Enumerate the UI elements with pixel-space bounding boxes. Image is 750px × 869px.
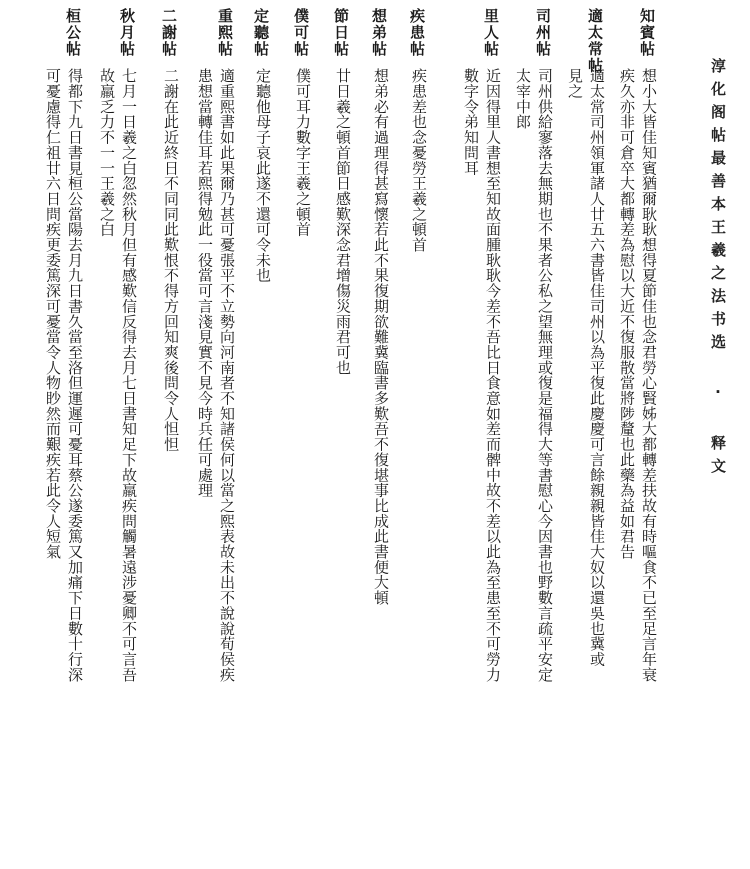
letter-erxie — [156, 0, 182, 869]
letter-body — [508, 68, 556, 868]
letter-body — [328, 68, 354, 868]
body-line: 數字令弟知問耳 — [462, 68, 480, 176]
body-line: 司州供給寥落去無期也不果者公私之望無理或復是福得大等書慰心今因書也野數言疏平安定 — [536, 68, 554, 682]
letter-title: 知賓帖 — [638, 8, 656, 58]
letter-body — [366, 68, 392, 868]
letter-title: 司州帖 — [534, 8, 552, 58]
body-line: 想弟必有過理得甚寫懷若此不果復期欲難冀臨書多歎吾不復堪事比成此書便大頓 — [372, 68, 390, 606]
letter-huangong — [38, 0, 86, 869]
letter-title: 桓公帖 — [64, 8, 82, 58]
letter-dingting — [248, 0, 274, 869]
body-line: 患想當轉佳耳若熙得勉此一役當可言淺見實不見今時兵任可處理 — [196, 68, 214, 498]
body-line: 得都下九日書見桓公當陽去月九日書久當至洛但運遲可憂耳蔡公遂委篤又加痛下日數十行深 — [66, 68, 84, 682]
letter-body — [560, 68, 608, 868]
body-line: 見之 — [566, 68, 584, 99]
body-line: 可憂慮得仁祖廿六日問疾更委篤深可憂當令人物眇然而艱疾若此令人短氣 — [44, 68, 62, 560]
letter-title: 想弟帖 — [370, 8, 388, 58]
letter-title: 節日帖 — [332, 8, 350, 58]
letter-title: 秋月帖 — [118, 8, 136, 58]
letter-body — [456, 68, 504, 868]
body-line: 七月一日羲之白忽然秋月但有感歎信反得去月七日書知足下故羸疾問觸暑遠涉憂卿不可言吾 — [120, 68, 138, 682]
running-head: 淳化阁帖最善本王羲之法书选 · 释文 — [709, 58, 727, 481]
letter-xiangdi — [366, 0, 392, 869]
letter-jihuan — [404, 0, 430, 869]
body-line: 太宰中郎 — [514, 68, 532, 130]
letter-body — [404, 68, 430, 868]
letter-body — [38, 68, 86, 868]
body-line: 二謝在此近終日不同同此歎恨不得方回知爽後問令人怛怛 — [162, 68, 180, 452]
letter-puke — [288, 0, 314, 869]
body-line: 定聽他母子哀此遂不還可令未也 — [254, 68, 272, 283]
letter-sizhou — [508, 0, 556, 869]
body-line: 近因得里人書想至知故面腫耿耿今差不吾比日食意如差而髀中故不差以此為至患至不可勞力 — [484, 68, 502, 682]
letter-title: 僕可帖 — [292, 8, 310, 58]
letter-chongxi — [190, 0, 238, 869]
letter-title: 里人帖 — [482, 8, 500, 58]
letter-body — [612, 68, 660, 868]
body-line: 僕可耳力數字王羲之頓首 — [294, 68, 312, 237]
body-line: 故羸乏力不一一王羲之白 — [98, 68, 116, 237]
letter-qiuyue — [92, 0, 140, 869]
letter-body — [248, 68, 274, 868]
letter-shitaichang — [560, 0, 608, 869]
letter-body — [288, 68, 314, 868]
letter-jieri — [328, 0, 354, 869]
letter-liren — [456, 0, 504, 869]
letter-title: 適太常帖 — [586, 8, 604, 74]
body-line: 廿日羲之頓首節日感歎深念君增傷災雨君可也 — [334, 68, 352, 375]
letter-title: 二謝帖 — [160, 8, 178, 58]
letter-body — [190, 68, 238, 868]
letter-body — [156, 68, 182, 868]
letter-title: 重熙帖 — [216, 8, 234, 58]
body-line: 適重熙書如此果爾乃甚可憂張平不立勢向河南者不知諸侯何以當之熙表故未出不說說荀侯疾 — [218, 68, 236, 682]
body-line: 適太常司州領軍諸人廿五六書皆佳司州以為平復此慶慶可言餘親親皆佳大奴以還吳也冀或 — [588, 68, 606, 667]
letter-body — [92, 68, 140, 868]
body-line: 疾久亦非可倉卒大都轉差為慰以大近不復服散當將陟釐也此藥為益如君告 — [618, 68, 636, 560]
letter-title: 疾患帖 — [408, 8, 426, 58]
letter-zhibin — [612, 0, 660, 869]
body-line: 想小大皆佳知賓猶爾耿耿想得夏節佳也念君勞心賢姊大都轉差扶故有時嘔食不已至足言年衰 — [640, 68, 658, 682]
letter-title: 定聽帖 — [252, 8, 270, 58]
body-line: 疾患差也念憂勞王羲之頓首 — [410, 68, 428, 253]
